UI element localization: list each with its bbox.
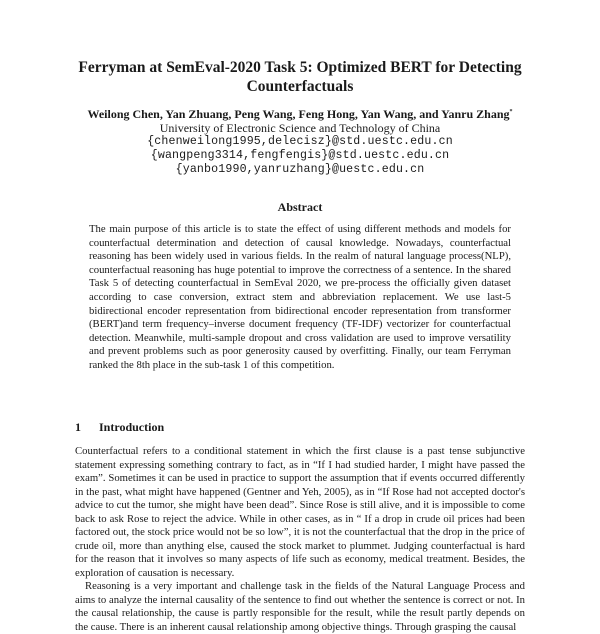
section-number: 1 <box>75 420 81 434</box>
affiliation: University of Electronic Science and Technology of China <box>159 121 441 135</box>
section-title: Introduction <box>99 420 165 434</box>
email-line: {yanbo1990,yanruzhang}@uestc.edu.cn <box>175 163 425 176</box>
section-heading <box>75 420 164 435</box>
title-line-2: Counterfactuals <box>246 78 354 95</box>
title-line-1: Ferryman at SemEval-2020 Task 5: Optimized BERT for Detecting <box>78 59 522 76</box>
paragraph: Counterfactual refers to a conditional statement in which the first clause is a past tense subjunctive statement expressing something contrary to fact, as in “If I had studied harder, I might have passed the exam”. Sometimes it can be used in practice to support the assumption that if events occurred differently in the past, what might have happened (Gentner and Yeh, 2005), as in “If Rose had not accepted doctor's advice to cut the tumor, she might have been dead”. Since Rose is still alive, and it is impossible to come back to ask Rose to reject the advice. While in other cases, as in “ If a drop in crude oil prices had been factored out, the stock price would not be so low”, it is not the counterfactual that the drop in the price of crude oil, more than anything else, caused the stock market to plummet. Judging counterfactual is hard for the reason that it involves so many aspects of life such as economy, medical treatment. Besides, the exploration of causation is necessary. <box>75 445 525 579</box>
section-body <box>75 445 525 634</box>
abstract-heading: Abstract <box>277 200 323 214</box>
paper-title <box>60 58 540 96</box>
email-line: {chenweilong1995,delecisz}@std.uestc.edu.cn <box>147 135 453 148</box>
author-footnote-mark: * <box>509 109 513 115</box>
abstract-text: The main purpose of this article is to state the effect of using different methods and models for counterfactual determination and detection of causal knowledge. Nowadays, counterfactual reasoning has been widely used in various fields. In the realm of natural language process(NLP), counterfactual reasoning has huge potential to improve the correctness of a sentence. In the shared Task 5 of detecting counterfactual in SemEval 2020, we pre-process the officially given dataset according to case conversion, extract stem and abbreviation replacement. We use last-5 bidirectional encoder representation from bidirectional encoder representation from transformer (BERT)and term frequency–inverse document frequency (TF-IDF) vectorizer for counterfactual detection. Meanwhile, multi-sample dropout and cross validation are used to improve versatility and prevent problems such as poor generosity caused by overfitting. Finally, our team Ferryman ranked the 8th place in the sub-task 1 of this competition. <box>89 223 511 371</box>
paragraph: Reasoning is a very important and challenge task in the fields of the Natural Language Process and aims to analyze the internal causality of the sentence to find out whether the sentence is correct or not. In the causal relationship, the cause is partly responsible for the result, while the result partly depends on the cause. There is an inherent causal relationship among objective things. Through grasping the causal <box>75 580 525 633</box>
email-line: {wangpeng3314,fengfengis}@std.uestc.edu.cn <box>150 149 450 162</box>
author-list <box>40 107 560 121</box>
author-names: Weilong Chen, Yan Zhuang, Peng Wang, Feng Hong, Yan Wang, and Yanru Zhang <box>87 107 510 121</box>
